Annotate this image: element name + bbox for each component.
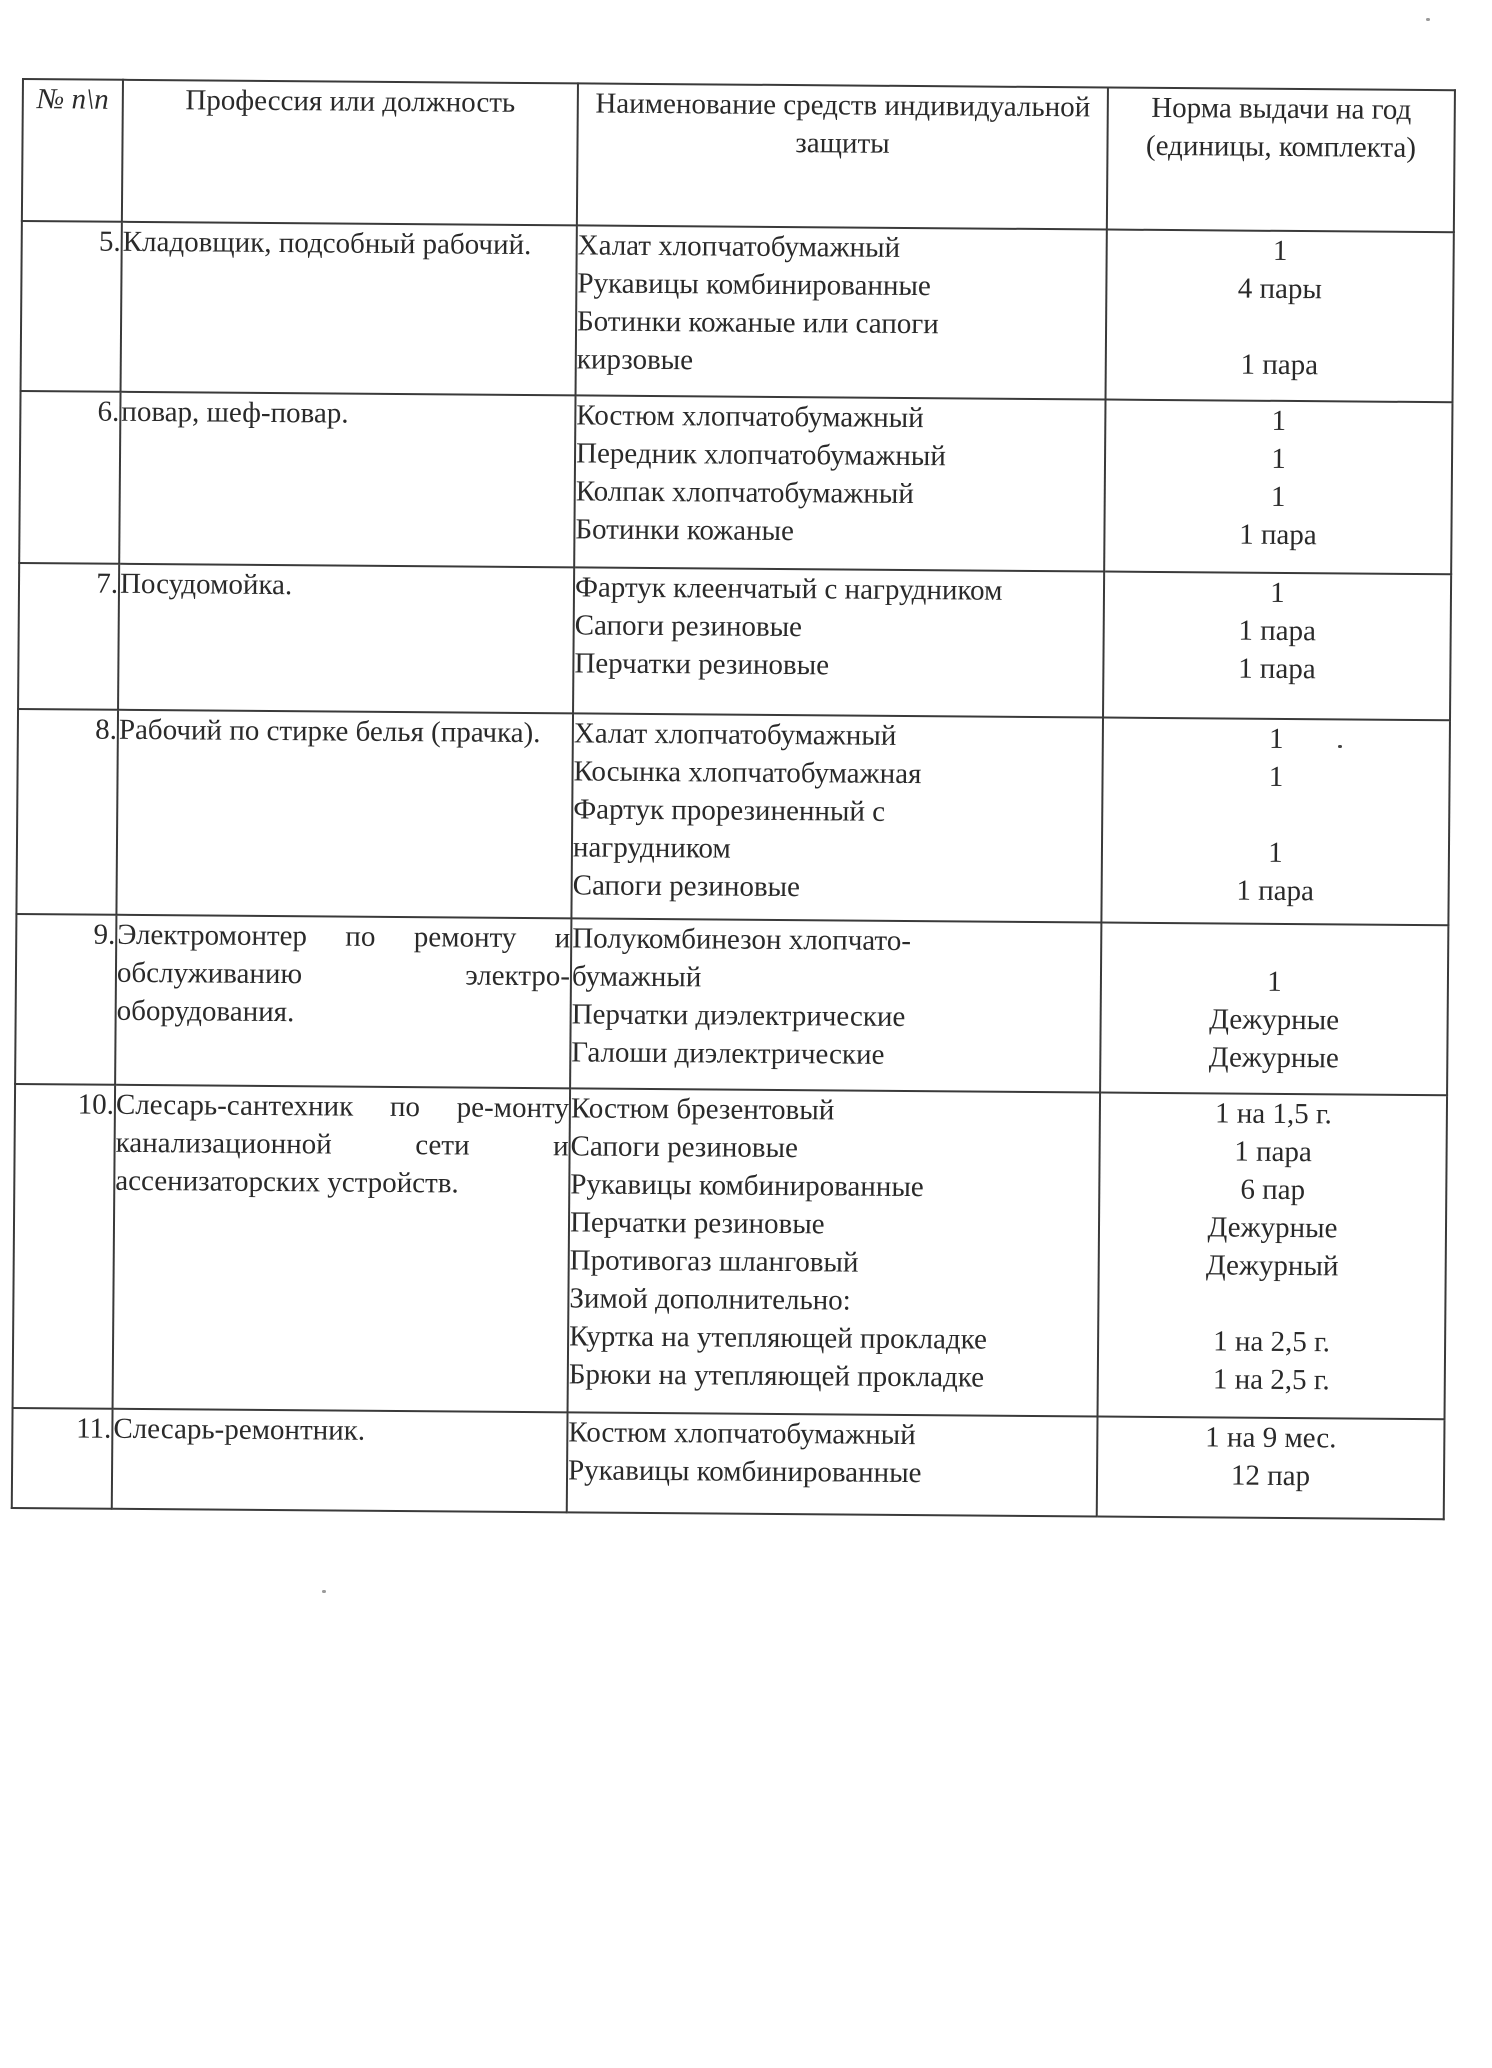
row-ppe-items [567,1412,1098,1516]
ppe-item: Рукавицы комбинированные [577,267,931,303]
table-row [13,1084,1448,1419]
row-ppe-items [576,225,1107,399]
header-ppe: Наименование средств индивидуальной защиты [577,83,1108,229]
ppe-item: Халат хлопчатобумажный [573,717,897,752]
scan-speck [1426,18,1430,21]
row-norms [1097,1416,1445,1519]
norm-value: 1 [1271,442,1286,475]
row-norms [1103,572,1451,721]
table-row [15,914,1448,1095]
ppe-item: Сапоги резиновые [574,609,803,644]
ppe-item: Сапоги резиновые [572,869,801,904]
norm-value: 1 [1270,576,1285,609]
row-profession: повар, шеф-повар. [119,392,575,568]
row-profession: Посудомойка. [118,564,574,714]
row-norms [1104,400,1452,575]
ppe-item: нагрудником [572,831,731,865]
row-profession: Слесарь-сантехник по ре-монту канализационной сети и ассенизаторских устройств. [113,1085,571,1413]
table-row [16,709,1450,925]
norm-value [1099,1284,1444,1325]
row-number: 7. [18,563,119,710]
ppe-item: Перчатки резиновые [574,647,830,682]
table-row [18,563,1451,720]
ppe-item: Ботинки кожаные или сапоги [576,305,939,341]
row-profession: Кладовщик, подсобный рабочий. [121,222,577,396]
norm-value: 6 пар [1240,1173,1306,1207]
norm-value: 1 пара [1238,652,1316,686]
row-norms [1106,230,1454,403]
row-number: 6. [19,391,120,564]
row-ppe-items [570,918,1101,1092]
row-profession: Слесарь-ремонтник. [112,1409,568,1513]
norm-value: 1 [1268,836,1283,869]
norm-value [1107,307,1452,348]
norm-value [1102,924,1447,965]
row-norms [1098,1092,1448,1419]
ppe-item: Галоши диэлектрические [571,1036,885,1071]
norm-value: 12 пар [1230,1459,1311,1493]
ppe-item: Халат хлопчатобумажный [577,229,901,264]
table-row [21,221,1454,402]
row-profession: Рабочий по стирке белья (прачка). [116,710,573,919]
row-profession: Электромонтер по ремонту и обслуживанию электро-оборудования. [115,915,571,1089]
ppe-item: Ботинки кожаные [575,513,795,548]
scan-speck [322,1590,326,1593]
ppe-item: Передник хлопчатобумажный [575,437,946,473]
header-norm: Норма выдачи на год (единицы, комплекта) [1107,88,1455,233]
norm-value: 1 пара [1238,614,1317,648]
table-row [19,391,1452,574]
ppe-item: Рукавицы комбинированные [567,1454,922,1490]
norm-value: 1 пара [1240,348,1319,382]
ppe-item: Косынка хлопчатобумажная [573,755,922,791]
ppe-item: Фартук прорезиненный с [573,793,886,828]
ppe-item: Зимой дополнительно: [569,1282,851,1317]
norm-value: 1 [1267,965,1282,998]
norm-value: 1 пара [1236,874,1315,908]
row-ppe-items [571,713,1103,922]
ppe-item: Брюки на утепляющей прокладке [568,1358,985,1394]
row-ppe-items [573,567,1104,717]
row-number: 9. [15,914,116,1085]
row-ppe-items [568,1088,1101,1416]
table-row [12,1408,1445,1519]
norm-value: 4 пары [1237,272,1323,306]
norm-value: 1 пара [1234,1135,1312,1169]
row-norms [1101,718,1450,926]
ppe-norms-table [11,78,1456,1520]
row-number: 8. [16,709,118,915]
scan-speck [1338,745,1342,748]
norm-value: 1 на 2,5 г. [1213,1325,1331,1359]
ppe-item: Перчатки резиновые [569,1206,825,1241]
norm-value: 1 [1272,234,1288,267]
row-number: 11. [12,1408,113,1509]
norm-value: Дежурный [1205,1249,1339,1283]
ppe-item: Костюм брезентовый [570,1092,835,1127]
ppe-item: Куртка на утепляющей прокладке [569,1320,988,1356]
ppe-item: Полукомбинезон хлопчато- [572,922,912,958]
row-number: 5. [21,221,122,392]
ppe-item: Фартук клеенчатый с нагрудником [574,571,1003,607]
ppe-item: бумажный [571,960,702,994]
norm-value: 1 [1271,404,1287,437]
row-number: 10. [13,1084,116,1409]
ppe-item: Костюм хлопчатобумажный [568,1416,916,1452]
norm-value: 1 [1268,722,1284,755]
norm-value: Дежурные [1209,1003,1340,1037]
header-number: № п\п [22,79,123,222]
norm-value: 1 на 1,5 г. [1214,1097,1332,1131]
norm-value: Дежурные [1208,1041,1339,1075]
table-header-row [22,79,1455,232]
ppe-item: Рукавицы комбинированные [570,1168,924,1204]
norm-value: 1 [1268,760,1284,793]
ppe-item: Противогаз шланговый [569,1244,859,1279]
norm-value [1103,795,1448,836]
norm-value: 1 на 2,5 г. [1212,1363,1330,1397]
ppe-item: Костюм хлопчатобумажный [576,399,924,435]
row-ppe-items [574,395,1105,571]
norm-value: 1 [1270,480,1286,513]
norm-value: 1 на 9 мес. [1205,1421,1337,1455]
norm-value: Дежурные [1207,1211,1338,1245]
ppe-item: кирзовые [576,343,694,377]
norm-value: 1 пара [1239,518,1317,552]
row-norms [1100,923,1448,1096]
ppe-item: Колпак хлопчатобумажный [575,475,914,511]
header-profession: Профессия или должность [122,80,578,226]
ppe-item: Перчатки диэлектрические [571,998,906,1033]
ppe-item: Сапоги резиновые [570,1130,799,1165]
